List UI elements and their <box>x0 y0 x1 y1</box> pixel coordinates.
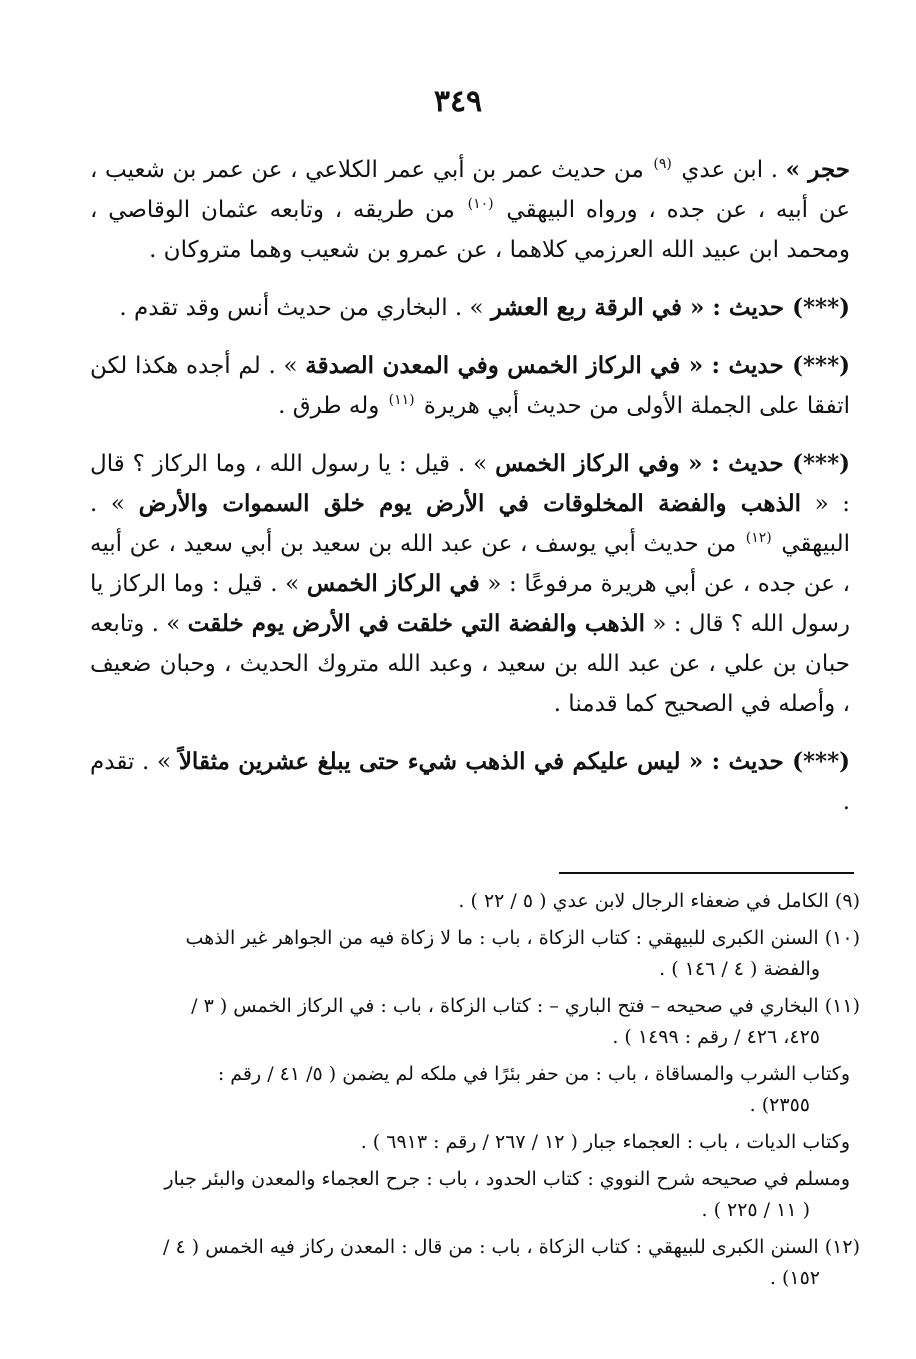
main-text <box>90 150 850 840</box>
footnote-text: (١٢) السنن الكبرى للبيهقي : كتاب الزكاة ، باب : من قال : المعدن ركاز فيه الخمس ( ٤ / <box>163 1236 860 1258</box>
hadith-lead: (***) حديث : « <box>680 352 850 379</box>
hadith-quote: ليس عليكم في الذهب شيء حتى يبلغ عشرين مثقالاً <box>178 748 681 775</box>
footnote-continuation: ٢٣٥٥) . <box>749 1094 810 1116</box>
footnote-text: (١٠) السنن الكبرى للبيهقي : كتاب الزكاة ، باب : ما لا زكاة فيه من الجواهر غير الذهب <box>185 927 860 949</box>
footnote-text: وكتاب الشرب والمساقاة ، باب : من حفر بئرًا في ملكه لم يضمن ( ٥/ ٤١ / رقم : <box>217 1063 850 1085</box>
text: وله طرق . <box>278 393 387 419</box>
hadith-quote: وفي الركاز الخمس <box>495 450 680 477</box>
footnote-continuation: ١٥٢) . <box>769 1267 820 1289</box>
footnote-divider <box>559 872 854 874</box>
footnotes <box>90 886 860 1300</box>
footnote-11-sub-2 <box>90 1127 860 1158</box>
footnote-text: ومسلم في صحيحه شرح النووي : كتاب الحدود ، باب : جرح العجماء والمعدن والبئر جبار <box>164 1168 850 1190</box>
paragraph-2 <box>90 288 850 328</box>
footnote-12 <box>90 1232 860 1294</box>
footnote-continuation: والفضة ( ٤ / ١٤٦ ) . <box>659 958 820 980</box>
page-number: ٣٤٩ <box>433 84 483 119</box>
footnote-9 <box>90 886 860 917</box>
text: » . تقدم . <box>90 749 850 815</box>
paragraph-5 <box>90 742 850 822</box>
text: من طريقه ، وتابعه عثمان الوقاصي ، ومحمد ابن عبيد الله العرزمي كلاهما ، عن عمرو بن شعيب وهما متروكان . <box>90 197 850 263</box>
text: » . قيل : وما الركاز يا رسول الله ؟ قال : « <box>90 571 850 637</box>
text: » . البيهقي <box>90 491 851 557</box>
footnote-ref: (١١) <box>388 392 415 409</box>
hadith-quote: في الركاز الخمس وفي المعدن الصدقة <box>305 352 681 379</box>
hadith-quote: في الرقة ربع العشر <box>490 294 682 321</box>
hadith-lead: (***) حديث : « <box>679 450 850 477</box>
hadith-lead: (***) حديث : « <box>681 294 850 321</box>
text: » . البخاري من حديث أنس وقد تقدم . <box>119 295 491 321</box>
hadith-lead: (***) حديث : « <box>680 748 850 775</box>
hadith-quote: في الركاز الخمس <box>306 570 480 597</box>
footnote-ref: (١٢) <box>745 530 772 547</box>
paragraph-4 <box>90 444 850 724</box>
footnote-10 <box>90 923 860 985</box>
hadith-quote: الذهب والفضة التي خلقت في الأرض يوم خلقت <box>187 610 646 637</box>
footnote-ref: (٩) <box>653 156 672 173</box>
footnote-text: (٩) الكامل في ضعفاء الرجال لابن عدي ( ٥ / ٢٢ ) . <box>458 890 860 912</box>
text: . ابن عدي <box>673 157 786 183</box>
text: » . لم أجده هكذا لكن اتفقا على الجملة الأولى من حديث أبي هريرة <box>90 353 850 419</box>
footnote-continuation: ٤٢٥، ٤٢٦ / رقم : ١٤٩٩ ) . <box>612 1026 820 1048</box>
paragraph-1 <box>90 150 850 270</box>
text: » . قيل : يا رسول الله ، وما الركاز ؟ قال : « <box>90 451 850 517</box>
footnote-11-sub-1 <box>90 1059 860 1121</box>
paragraph-3 <box>90 346 850 426</box>
text: » . وتابعه حبان بن علي ، عن عبد الله بن سعيد ، وعبد الله متروك الحديث ، وحبان ضعيف ، وأصله في الصحيح كما قدمنا . <box>90 611 850 717</box>
text: من حديث عمر بن أبي عمر الكلاعي ، عن عمر بن شعيب ، عن أبيه ، عن جده ، ورواه البيهقي <box>90 157 850 223</box>
footnote-11-sub-3 <box>90 1164 860 1226</box>
footnote-11 <box>90 991 860 1053</box>
text: من حديث أبي يوسف ، عن عبد الله بن سعيد بن أبي سعيد ، عن أبيه ، عن جده ، عن أبي هريرة مرفوعًا : « <box>90 531 851 597</box>
footnote-text: (١١) البخاري في صحيحه – فتح الباري – : كتاب الزكاة ، باب : في الركاز الخمس ( ٣ / <box>191 995 860 1017</box>
footnote-continuation: ( ١١ / ٢٢٥ ) . <box>701 1199 810 1221</box>
bold-lead: حجر » <box>785 156 851 183</box>
footnote-ref: (١٠) <box>467 196 494 213</box>
hadith-quote: الذهب والفضة المخلوقات في الأرض يوم خلق السموات والأرض <box>138 490 801 517</box>
footnote-text: وكتاب الديات ، باب : العجماء جبار ( ١٢ / ٢٦٧ / رقم : ٦٩١٣ ) . <box>360 1131 850 1153</box>
